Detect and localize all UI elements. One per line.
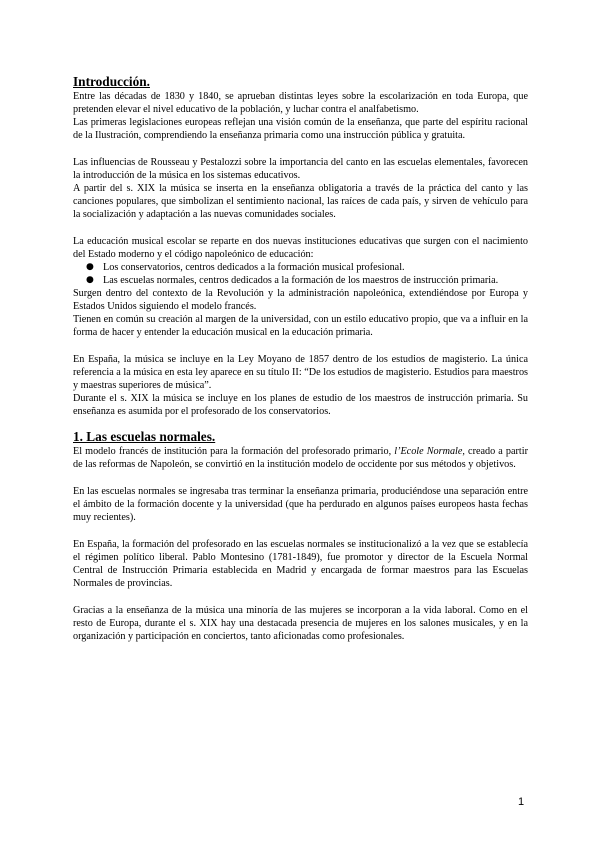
list-item: ● Las escuelas normales, centros dedicados a la formación de los maestros de instrucción primaria. [103, 274, 528, 287]
intro-heading: Introducción. [73, 74, 150, 89]
intro-paragraph-6: Surgen dentro del contexto de la Revolución y la administración napoleónica, extendiéndose por Europa y Estados Unidos siguiendo el modelo francés. [73, 288, 528, 312]
section-1-paragraph-2: En las escuelas normales se ingresaba tras terminar la enseñanza primaria, produciéndose una separación entre el ámbito de la formación docente y la universidad (que ha perdurado en algunos países europeos hasta fechas muy recientes). [73, 486, 528, 523]
section-1-paragraph-3: En España, la formación del profesorado en las escuelas normales se institucionalizó a la vez que se establecía el régimen político liberal. Pablo Montesino (1781-1849), fue promotor y director de la Escuela Normal Central de Instrucción Primaria establecida en Madrid y encargada de formar maestros para las Escuelas Normales de provincias. [73, 539, 528, 589]
intro-paragraph-2: Las primeras legislaciones europeas reflejan una visión común de la enseñanza, que parte del espíritu racional de la Ilustración, comprendiendo la enseñanza primaria como una instrucción pública y gratuita. [73, 117, 528, 141]
ecole-normale-term: l’Ecole Normale [394, 446, 463, 457]
institutions-list [73, 261, 528, 287]
list-item: ● Los conservatorios, centros dedicados a la formación musical profesional. [103, 261, 528, 274]
intro-paragraph-9: Durante el s. XIX la música se incluye en los planes de estudio de los maestros de instrucción primaria. Su enseñanza es asumida por el profesorado de los conservatorios. [73, 393, 528, 417]
intro-paragraph-1: Entre las décadas de 1830 y 1840, se aprueban distintas leyes sobre la escolarización en toda Europa, que pretenden elevar el nivel educativo de la población, y luchar contra el analfabetismo. [73, 91, 528, 115]
intro-paragraph-4: A partir del s. XIX la música se inserta en la enseñanza obligatoria a través de la práctica del canto y las canciones populares, que simbolizan el sentimiento nacional, las raíces de cada país, y sirven de vehículo para la socialización y adaptación a las nuevas comunidades sociales. [73, 183, 528, 220]
intro-paragraph-7: Tienen en común su creación al margen de la universidad, con un estilo educativo propio, que va a influir en la forma de hacer y entender la educación musical en la educación primaria. [73, 314, 528, 338]
intro-paragraph-5: La educación musical escolar se reparte en dos nuevas instituciones educativas que surgen con el nacimiento del Estado moderno y el código napoleónico de educación: [73, 236, 528, 260]
section-1-paragraph-1: El modelo francés de institución para la formación del profesorado primario, l’Ecole Normale, creado a partir de las reformas de Napoleón, se convirtió en la institución modelo de occidente por sus métodos y objetivos. [73, 446, 528, 470]
section-1-paragraph-4: Gracias a la enseñanza de la música una minoría de las mujeres se incorporan a la vida laboral. Como en el resto de Europa, durante el s. XIX hay una destacada presencia de mujeres en los salones musicales, y en la organización y participación en conciertos, tanto aficionadas como profesionales. [73, 605, 528, 642]
section-1-heading: 1. Las escuelas normales. [73, 429, 216, 444]
page-number: 1 [518, 796, 525, 808]
intro-paragraph-8: En España, la música se incluye en la Ley Moyano de 1857 dentro de los estudios de magisterio. La única referencia a la música en esta ley aparece en su título II: “De los estudios de magisterio. Estudios para maestros y maestras superiores de música”. [73, 354, 528, 391]
intro-paragraph-3: Las influencias de Rousseau y Pestalozzi sobre la importancia del canto en las escuelas elementales, favorecen la introducción de la música en los sistemas educativos. [73, 157, 528, 181]
document-body [73, 74, 528, 643]
